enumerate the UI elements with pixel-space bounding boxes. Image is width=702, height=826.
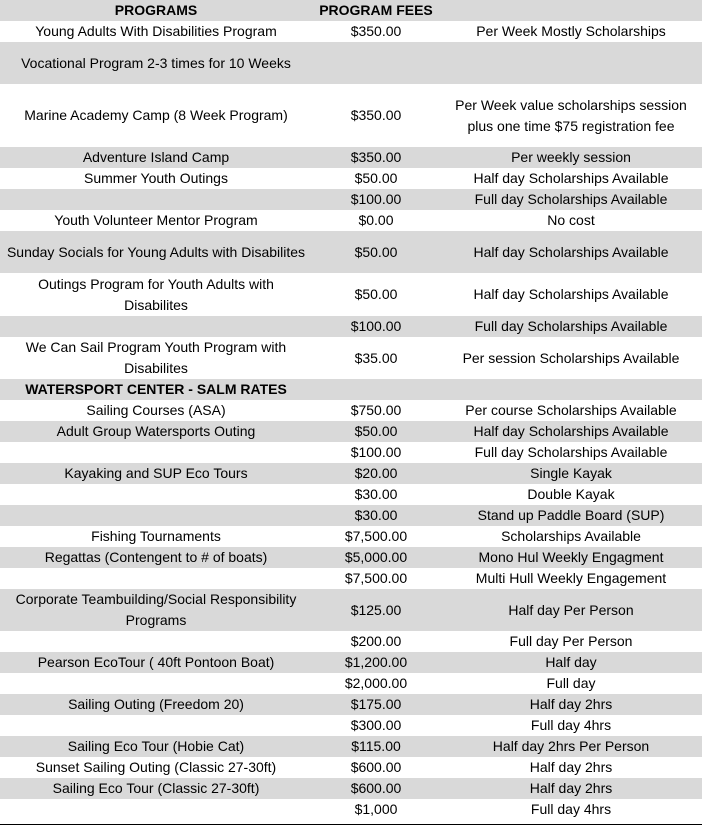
fee-cell[interactable]: $600.00 <box>312 757 440 778</box>
fee-cell[interactable]: $30.00 <box>312 484 440 505</box>
note-cell[interactable]: Full day <box>440 673 702 694</box>
fee-cell[interactable]: $115.00 <box>312 736 440 757</box>
table-row <box>0 337 702 379</box>
fee-cell[interactable]: $7,500.00 <box>312 568 440 589</box>
table-row <box>0 42 702 84</box>
note-cell[interactable]: Mono Hul Weekly Engagment <box>440 547 702 568</box>
program-cell[interactable]: Corporate Teambuilding/Social Responsibility Programs <box>0 589 312 631</box>
table-row <box>0 526 702 547</box>
table-row <box>0 652 702 673</box>
fee-cell[interactable]: $200.00 <box>312 631 440 652</box>
note-cell[interactable]: Half day 2hrs <box>440 694 702 715</box>
bottom-border <box>0 824 702 825</box>
table-row <box>0 210 702 231</box>
program-cell[interactable]: Sailing Courses (ASA) <box>0 400 312 421</box>
note-cell[interactable]: Per weekly session <box>440 147 702 168</box>
table-row <box>0 147 702 168</box>
note-cell[interactable] <box>440 379 702 400</box>
table-row <box>0 421 702 442</box>
table-row <box>0 442 702 463</box>
fee-cell[interactable]: $50.00 <box>312 273 440 316</box>
table-row <box>0 189 702 210</box>
fee-cell[interactable]: $600.00 <box>312 778 440 799</box>
section-title[interactable]: WATERSPORT CENTER - SALM RATES <box>0 379 312 400</box>
program-cell[interactable]: Regattas (Contengent to # of boats) <box>0 547 312 568</box>
note-cell[interactable]: Half day Scholarships Available <box>440 168 702 189</box>
program-cell[interactable]: Youth Volunteer Mentor Program <box>0 210 312 231</box>
fee-cell[interactable]: $1,200.00 <box>312 652 440 673</box>
note-cell[interactable]: Scholarships Available <box>440 526 702 547</box>
note-cell[interactable]: Half day 2hrs <box>440 757 702 778</box>
note-cell[interactable]: Single Kayak <box>440 463 702 484</box>
table-row <box>0 400 702 421</box>
fee-cell[interactable]: $35.00 <box>312 337 440 379</box>
note-cell[interactable]: Per session Scholarships Available <box>440 337 702 379</box>
fee-cell[interactable]: $50.00 <box>312 168 440 189</box>
program-cell[interactable] <box>0 505 312 526</box>
fee-cell[interactable]: $30.00 <box>312 505 440 526</box>
fee-cell[interactable]: $750.00 <box>312 400 440 421</box>
note-cell[interactable]: Half day Scholarships Available <box>440 273 702 316</box>
program-cell[interactable]: Sunset Sailing Outing (Classic 27-30ft) <box>0 757 312 778</box>
fee-cell[interactable]: $0.00 <box>312 210 440 231</box>
note-cell[interactable]: Per Week value scholarships session plus one time $75 registration fee <box>440 84 702 147</box>
fee-cell[interactable]: $350.00 <box>312 21 440 42</box>
table-row <box>0 694 702 715</box>
program-cell[interactable]: Adventure Island Camp <box>0 147 312 168</box>
table-row <box>0 757 702 778</box>
fee-cell[interactable]: $7,500.00 <box>312 526 440 547</box>
program-cell[interactable]: Sunday Socials for Young Adults with Disabilites <box>0 231 312 273</box>
program-cell[interactable] <box>0 442 312 463</box>
program-cell[interactable] <box>0 189 312 210</box>
note-cell[interactable]: Full day 4hrs <box>440 715 702 736</box>
table-row <box>0 231 702 273</box>
note-cell[interactable]: Stand up Paddle Board (SUP) <box>440 505 702 526</box>
program-cell[interactable]: Sailing Eco Tour (Hobie Cat) <box>0 736 312 757</box>
fee-cell[interactable]: $350.00 <box>312 84 440 147</box>
program-cell[interactable] <box>0 568 312 589</box>
program-cell[interactable] <box>0 631 312 652</box>
table-row <box>0 463 702 484</box>
note-cell[interactable]: Half day Scholarships Available <box>440 421 702 442</box>
note-cell[interactable]: Half day 2hrs <box>440 778 702 799</box>
header-notes[interactable] <box>440 0 702 21</box>
fee-cell[interactable]: $50.00 <box>312 231 440 273</box>
fee-cell[interactable] <box>312 379 440 400</box>
table-row <box>0 505 702 526</box>
program-cell[interactable]: Sailing Outing (Freedom 20) <box>0 694 312 715</box>
program-cell[interactable]: We Can Sail Program Youth Program with Disabilites <box>0 337 312 379</box>
note-cell[interactable]: Per course Scholarships Available <box>440 400 702 421</box>
table-row <box>0 484 702 505</box>
note-cell[interactable]: Half day Per Person <box>440 589 702 631</box>
table-row <box>0 547 702 568</box>
note-cell[interactable]: Double Kayak <box>440 484 702 505</box>
fee-cell[interactable]: $125.00 <box>312 589 440 631</box>
note-cell[interactable]: Half day <box>440 652 702 673</box>
table-row <box>0 21 702 42</box>
section-header-row <box>0 379 702 400</box>
table-row <box>0 589 702 631</box>
fee-cell[interactable]: $1,000 <box>312 799 440 820</box>
program-cell[interactable]: Sailing Eco Tour (Classic 27-30ft) <box>0 778 312 799</box>
table-row <box>0 316 702 337</box>
fee-cell[interactable]: $50.00 <box>312 421 440 442</box>
table-row <box>0 799 702 820</box>
fee-cell[interactable]: $20.00 <box>312 463 440 484</box>
table-row <box>0 778 702 799</box>
program-cell[interactable]: Outings Program for Youth Adults with Disabilites <box>0 273 312 316</box>
note-cell[interactable]: Full day Scholarships Available <box>440 316 702 337</box>
program-cell[interactable]: Vocational Program 2-3 times for 10 Weeks <box>0 42 312 84</box>
fee-cell[interactable]: $175.00 <box>312 694 440 715</box>
table-row <box>0 715 702 736</box>
table-row <box>0 273 702 316</box>
header-program-fees[interactable]: PROGRAM FEES <box>312 0 440 21</box>
table-row <box>0 168 702 189</box>
table-row <box>0 673 702 694</box>
program-cell[interactable] <box>0 799 312 820</box>
program-cell[interactable] <box>0 484 312 505</box>
program-cell[interactable] <box>0 673 312 694</box>
fee-cell[interactable]: $350.00 <box>312 147 440 168</box>
table-row <box>0 84 702 147</box>
note-cell[interactable]: Full day Scholarships Available <box>440 442 702 463</box>
program-cell[interactable] <box>0 316 312 337</box>
program-cell[interactable]: Kayaking and SUP Eco Tours <box>0 463 312 484</box>
fee-cell[interactable]: $100.00 <box>312 442 440 463</box>
fee-cell[interactable]: $100.00 <box>312 189 440 210</box>
program-cell[interactable]: Adult Group Watersports Outing <box>0 421 312 442</box>
header-row <box>0 0 702 21</box>
program-cell[interactable]: Summer Youth Outings <box>0 168 312 189</box>
note-cell[interactable]: No cost <box>440 210 702 231</box>
program-cell[interactable]: Marine Academy Camp (8 Week Program) <box>0 84 312 147</box>
program-cell[interactable] <box>0 715 312 736</box>
table-row <box>0 631 702 652</box>
fee-cell[interactable]: $300.00 <box>312 715 440 736</box>
note-cell[interactable] <box>440 42 702 84</box>
fee-cell[interactable] <box>312 42 440 84</box>
note-cell[interactable]: Half day Scholarships Available <box>440 231 702 273</box>
fee-cell[interactable]: $2,000.00 <box>312 673 440 694</box>
note-cell[interactable]: Full day Scholarships Available <box>440 189 702 210</box>
note-cell[interactable]: Full day Per Person <box>440 631 702 652</box>
note-cell[interactable]: Multi Hull Weekly Engagement <box>440 568 702 589</box>
table-row <box>0 568 702 589</box>
program-cell[interactable]: Fishing Tournaments <box>0 526 312 547</box>
note-cell[interactable]: Half day 2hrs Per Person <box>440 736 702 757</box>
program-cell[interactable]: Pearson EcoTour ( 40ft Pontoon Boat) <box>0 652 312 673</box>
program-cell[interactable]: Young Adults With Disabilities Program <box>0 21 312 42</box>
fee-cell[interactable]: $5,000.00 <box>312 547 440 568</box>
fee-cell[interactable]: $100.00 <box>312 316 440 337</box>
table-row <box>0 736 702 757</box>
header-programs[interactable]: PROGRAMS <box>0 0 312 21</box>
note-cell[interactable]: Full day 4hrs <box>440 799 702 820</box>
note-cell[interactable]: Per Week Mostly Scholarships <box>440 21 702 42</box>
